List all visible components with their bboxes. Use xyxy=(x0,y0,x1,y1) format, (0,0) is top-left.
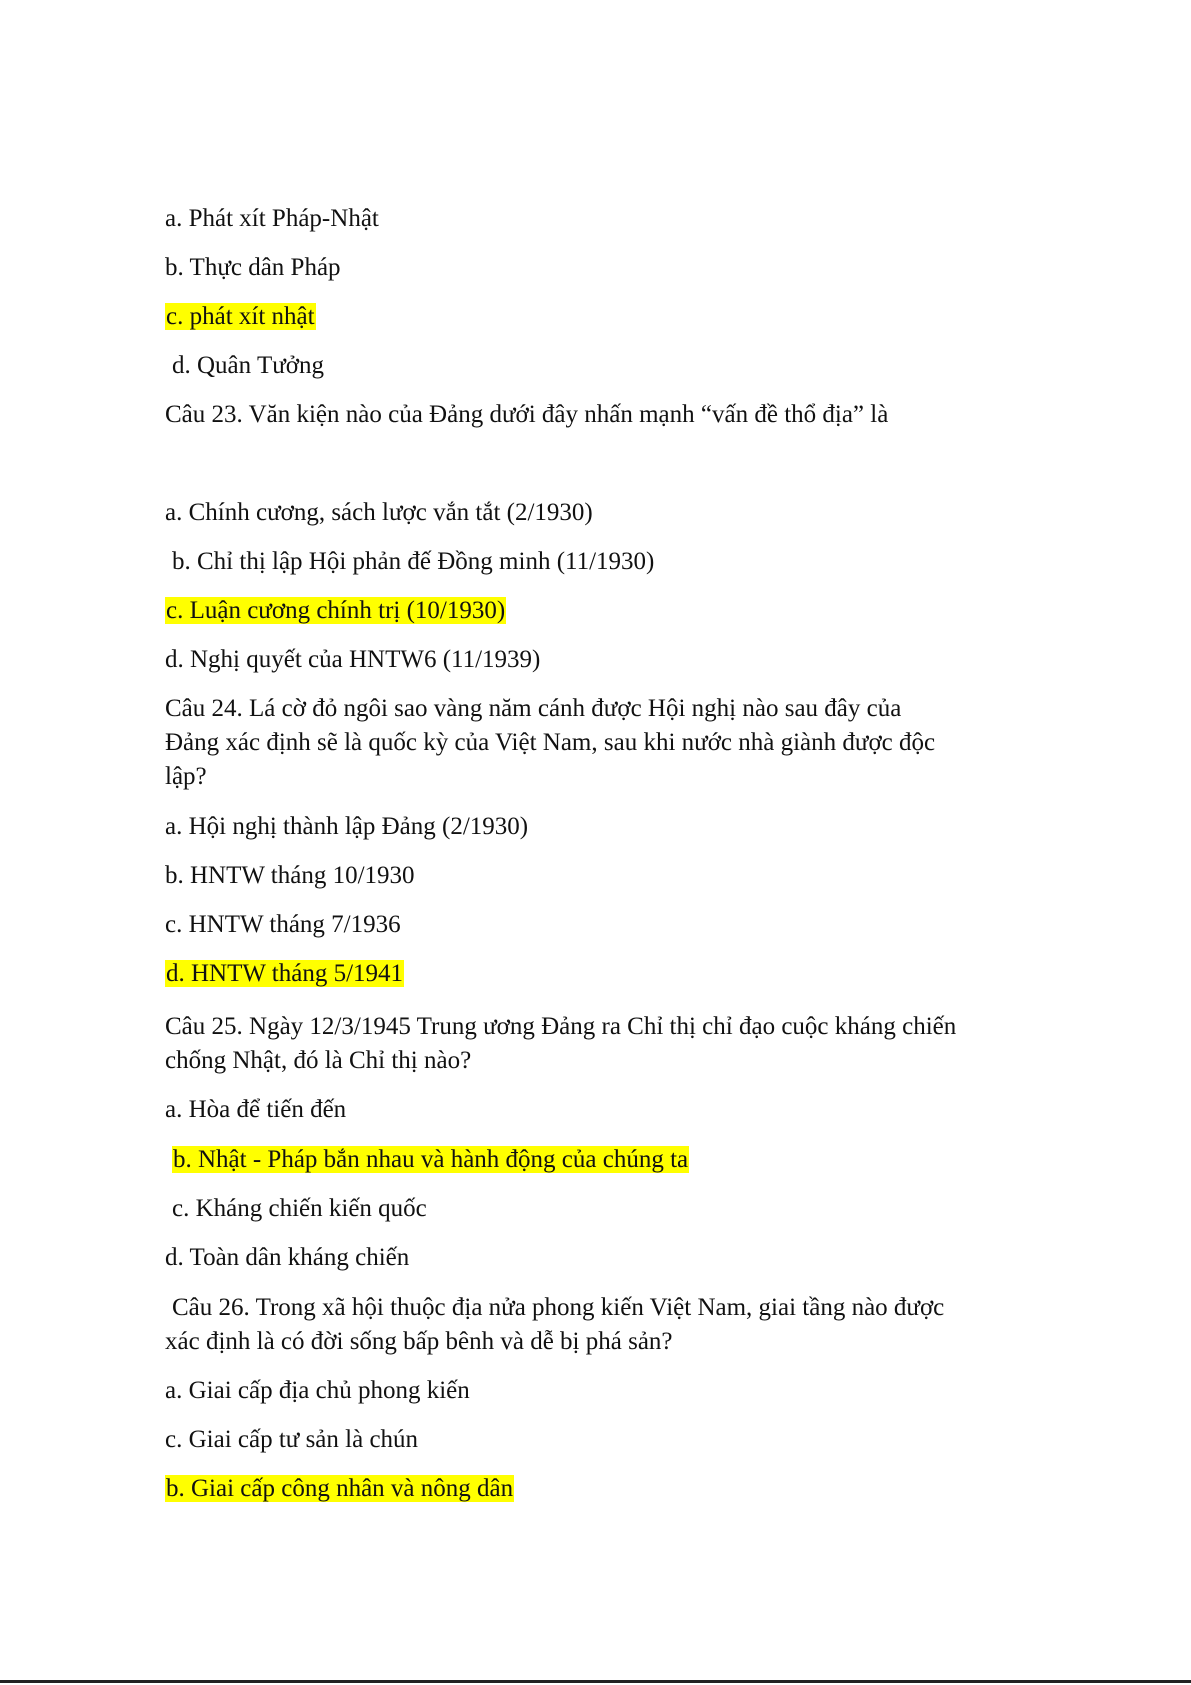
q23-option-d: d. Nghị quyết của HNTW6 (11/1939) xyxy=(165,646,541,673)
page-bottom-border xyxy=(0,1680,1191,1683)
question-23: Câu 23. Văn kiện nào của Đảng dưới đây nhấn mạnh “vấn đề thổ địa” là xyxy=(165,401,889,428)
question-26-line-1: Câu 26. Trong xã hội thuộc địa nửa phong kiến Việt Nam, giai tầng nào được xyxy=(172,1294,945,1321)
q25-option-c: c. Kháng chiến kiến quốc xyxy=(172,1195,427,1222)
q22-option-d: d. Quân Tưởng xyxy=(172,352,324,379)
answer-highlight: c. Luận cương chính trị (10/1930) xyxy=(166,597,506,624)
q23-option-b: b. Chỉ thị lập Hội phản đế Đồng minh (11/1930) xyxy=(172,548,655,575)
question-24-line-2: Đảng xác định sẽ là quốc kỳ của Việt Nam, sau khi nước nhà giành được độc xyxy=(165,729,936,756)
question-26-line-2: xác định là có đời sống bấp bênh và dễ bị phá sản? xyxy=(165,1328,673,1355)
question-24-line-1: Câu 24. Lá cờ đỏ ngôi sao vàng năm cánh được Hội nghị nào sau đây của xyxy=(165,695,902,722)
q22-option-a: a. Phát xít Pháp-Nhật xyxy=(165,205,379,232)
q26-option-a: a. Giai cấp địa chủ phong kiến xyxy=(165,1377,470,1404)
q25-option-d: d. Toàn dân kháng chiến xyxy=(165,1244,410,1271)
q22-option-c-answer xyxy=(165,300,316,334)
question-25-line-2: chống Nhật, đó là Chỉ thị nào? xyxy=(165,1047,472,1074)
q23-option-c-answer xyxy=(165,594,506,628)
q24-option-b: b. HNTW tháng 10/1930 xyxy=(165,862,415,889)
answer-highlight: b. Giai cấp công nhân và nông dân xyxy=(166,1475,514,1502)
answer-highlight: b. Nhật - Pháp bắn nhau và hành động của chúng ta xyxy=(173,1146,689,1173)
q25-option-b-answer xyxy=(172,1143,689,1177)
q23-option-a: a. Chính cương, sách lược vắn tắt (2/1930) xyxy=(165,499,593,526)
answer-highlight: c. phát xít nhật xyxy=(166,303,315,330)
answer-highlight: d. HNTW tháng 5/1941 xyxy=(166,960,404,987)
q24-option-a: a. Hội nghị thành lập Đảng (2/1930) xyxy=(165,813,529,840)
q22-option-b: b. Thực dân Pháp xyxy=(165,254,341,281)
q25-option-a: a. Hòa để tiến đến xyxy=(165,1096,347,1123)
q24-option-c: c. HNTW tháng 7/1936 xyxy=(165,911,401,938)
question-24-line-3: lập? xyxy=(165,763,207,790)
q24-option-d-answer xyxy=(165,957,404,991)
q26-option-b-answer xyxy=(165,1472,514,1506)
q26-option-c: c. Giai cấp tư sản là chún xyxy=(165,1426,419,1453)
question-25-line-1: Câu 25. Ngày 12/3/1945 Trung ương Đảng ra Chỉ thị chỉ đạo cuộc kháng chiến xyxy=(165,1013,957,1040)
